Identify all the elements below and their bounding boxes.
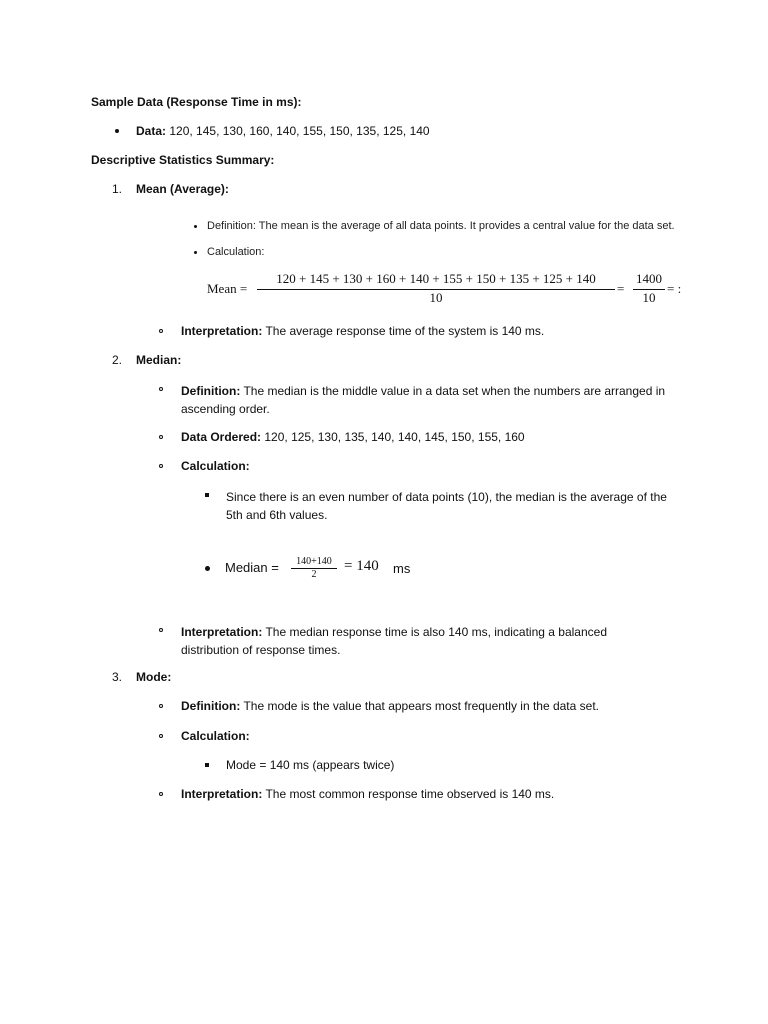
mean-result-denominator: 10 (642, 290, 656, 305)
bullet-icon (205, 566, 210, 571)
mode-calculation-label: Calculation: (181, 729, 250, 743)
bullet-icon (194, 251, 197, 254)
mean-section-title: Mean (Average): (136, 182, 229, 196)
circle-bullet-icon (159, 435, 163, 439)
circle-bullet-icon (159, 387, 163, 391)
mean-formula-numerator: 120 + 145 + 130 + 160 + 140 + 155 + 150 + 135 + 125 + 140 (276, 271, 596, 286)
mean-definition: Definition: The mean is the average of all data points. It provides a central value for the data set. (207, 220, 675, 232)
median-formula-lhs: Median = (225, 560, 279, 575)
bullet-icon (194, 225, 197, 228)
mode-interpretation: Interpretation: The most common response time observed is 140 ms. (181, 787, 555, 801)
mean-interpretation: Interpretation: The average response time of the system is 140 ms. (181, 324, 545, 338)
data-list-item (136, 124, 430, 138)
mean-formula-lhs: Mean = (207, 281, 248, 296)
median-data-ordered: Data Ordered: 120, 125, 130, 135, 140, 140, 145, 150, 155, 160 (181, 430, 525, 444)
mode-section-title: Mode: (136, 670, 172, 684)
median-interpretation: Interpretation: The median response time is also 140 ms, indicating a balanced distribution of response times. (181, 625, 607, 657)
median-formula-numerator: 140+140 (296, 556, 332, 567)
summary-heading: Descriptive Statistics Summary: (91, 153, 275, 167)
mean-section-number: 1. (112, 182, 123, 196)
median-formula-unit: ms (393, 561, 411, 576)
median-formula-denominator: 2 (311, 569, 317, 580)
circle-bullet-icon (159, 792, 163, 796)
data-label: Data: (136, 124, 167, 138)
median-section-title: Median: (136, 353, 182, 367)
mean-formula-trailing: = : (667, 281, 682, 296)
mode-section-number: 3. (112, 670, 123, 684)
median-section-number: 2. (112, 353, 123, 367)
data-values: 120, 145, 130, 160, 140, 155, 150, 135, 125, 140 (169, 124, 430, 138)
square-bullet-icon (205, 493, 209, 497)
sample-data-heading: Sample Data (Response Time in ms): (91, 95, 302, 109)
circle-bullet-icon (159, 628, 163, 632)
mean-result-numerator: 1400 (636, 271, 662, 286)
mean-formula-equals: = (617, 281, 625, 296)
circle-bullet-icon (159, 329, 163, 333)
mode-calc-value: Mode = 140 ms (appears twice) (226, 758, 395, 772)
circle-bullet-icon (159, 734, 163, 738)
mode-definition: Definition: The mode is the value that appears most frequently in the data set. (181, 699, 599, 713)
mean-calculation-label: Calculation: (207, 246, 265, 258)
circle-bullet-icon (159, 464, 163, 468)
median-formula-result: = 140 (344, 558, 379, 574)
median-calc-note: Since there is an even number of data points (10), the median is the average of the 5th and 6th values. (226, 490, 667, 522)
bullet-icon (115, 129, 119, 133)
circle-bullet-icon (159, 704, 163, 708)
mean-formula-denominator: 10 (429, 290, 443, 305)
square-bullet-icon (205, 763, 209, 767)
median-calculation-label: Calculation: (181, 459, 250, 473)
median-definition: Definition: The median is the middle value in a data set when the numbers are arranged in ascending order. (181, 384, 666, 416)
